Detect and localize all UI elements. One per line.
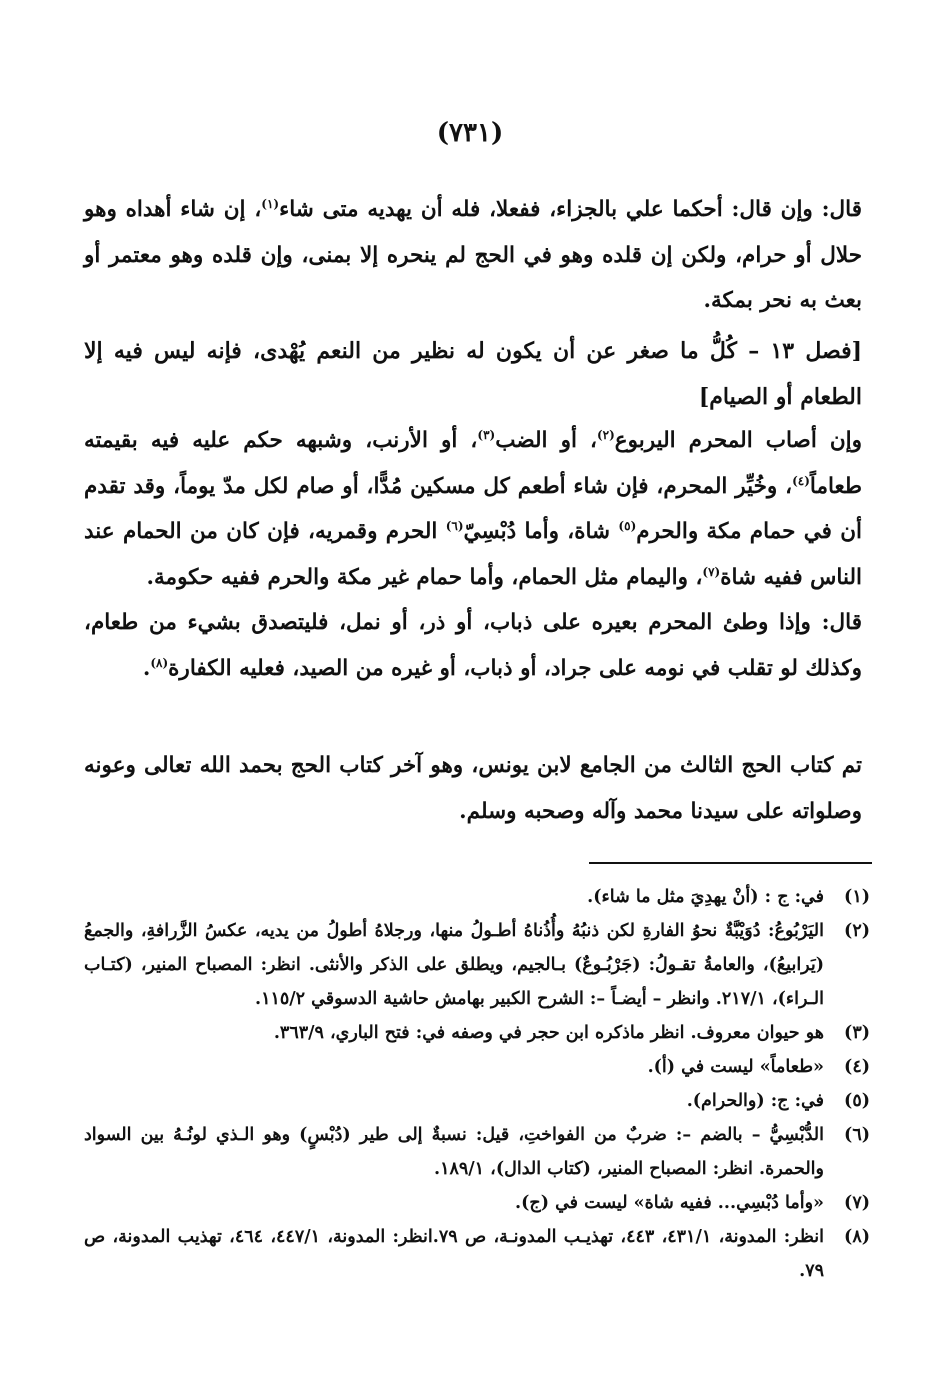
paragraph-text: ، وخُيِّر المحرم، فإن شاء أطعم كل مسكين مُدًّا، أو صام لكل مدّ يوماً، وقد تقدم أن في حمام مكة والحرم <box>84 473 863 544</box>
closing-paragraph <box>84 743 862 834</box>
footnote-separator <box>589 862 872 864</box>
paragraph-text: شاة، وأما دُبْسِيّ <box>463 519 619 544</box>
paragraph-text: ، واليمام مثل الحمام، وأما حمام غير مكة والحرم ففيه حكومة. <box>146 564 703 590</box>
footnote-number: (٥) <box>844 1091 870 1111</box>
footnote-ref[interactable]: (٢) <box>596 427 615 442</box>
footnote-text: «طعاماً» ليست في (أ). <box>647 1057 824 1077</box>
paragraph-text: . <box>142 655 151 681</box>
footnote-ref[interactable]: (٧) <box>702 564 721 579</box>
footnote-item <box>84 1186 870 1220</box>
footnote-text: انظر: المدونة، ٤٣١/١، ٤٤٣، تهذيـب المدونـة، ص ٧٩.انظر: المدونة، ٤٤٧/١، ٤٦٤، تهذيب المدونة، ص ٧٩. <box>84 1227 824 1281</box>
paragraph-2 <box>84 418 862 600</box>
paragraph-3 <box>84 600 862 691</box>
closing-text: تم كتاب الحج الثالث من الجامع لابن يونس، وهو آخر كتاب الحج بحمد الله تعالى وعونه وصلواته على سيدنا محمد وآله وصحبه وسلم. <box>84 753 862 824</box>
footnote-ref[interactable]: (١) <box>261 196 280 211</box>
section-heading <box>84 328 862 420</box>
footnote-item <box>84 1118 870 1186</box>
paragraph-text: ، أو الضب <box>495 428 597 453</box>
footnote-number: (٤) <box>844 1057 870 1077</box>
footnote-item <box>84 1050 870 1084</box>
footnote-item <box>84 880 870 914</box>
footnote-item <box>84 1084 870 1118</box>
footnote-text: هو حيوان معروف. انظر ماذكره ابن حجر في وصفه في: فتح الباري، ٣٦٣/٩. <box>273 1023 824 1043</box>
footnote-item <box>84 1220 870 1288</box>
section-heading-text: [فصل ١٣ – كُلُّ ما صغر عن أن يكون له نظير من النعم يُهْدى، فإنه ليس فيه إلا الطعام أو الصيام] <box>84 338 862 410</box>
footnote-ref[interactable]: (٤) <box>792 473 810 488</box>
paragraph-text: قال: وإن قال: أحكما علي بالجزاء، ففعلا، فله أن يهديه متى شاء <box>279 197 863 222</box>
footnotes <box>84 880 870 1288</box>
footnote-text: اليَرْبُوعُ: دُوَيْبَّةٌ نحوُ الفارةِ لكن ذنبُهُ وأُذُناهُ أطـولُ منها، ورجلاهُ أطولُ من يديه، عكسُ الزَّرافةِ، والجمعُ (يَرابيعُ)، والعامةُ تقـولُ: (جَرْبُـوعٌ) بـالجيم، ويطلق على الذكر والأنثى. انظر: المصباح المنير، (كتـاب الـراء)، ٢١٧/١. وانظر – أيضـاً –: الشرح الكبير بهامش حاشية الدسوقي ١١٥/٢. <box>84 921 824 1009</box>
footnote-ref[interactable]: (٦) <box>445 518 464 533</box>
footnote-text: «وأما دُبْسِي... ففيه شاة» ليست في (ج). <box>515 1193 824 1213</box>
footnote-ref[interactable]: (٥) <box>618 518 637 533</box>
paragraph-text: ، إن شاء أهداه وهو حلال أو حرام، ولكن إن قلده وهو في الحج لم ينحره إلا بمنى، وإن قلده وهو معتمر أو بعث به نحر بمكة. <box>84 197 862 313</box>
footnote-number: (١) <box>844 887 870 907</box>
paragraph-1 <box>84 187 862 324</box>
footnote-number: (٦) <box>844 1125 870 1145</box>
footnote-item <box>84 1016 870 1050</box>
paragraph-text: وإن أصاب المحرم اليربوع <box>614 428 863 453</box>
footnote-number: (٨) <box>844 1227 870 1247</box>
footnote-number: (٧) <box>844 1193 870 1213</box>
footnote-text: الدُّبْسِيُّ – بالضم –: ضربٌ من الفواختِ، قيل: نسبةٌ إلى طير (دُبْسٍ) وهو الـذي لونُـهُ بين السواد والحمرة. انظر: المصباح المنير، (كتاب الدال)، ١٨٩/١. <box>84 1125 824 1179</box>
footnote-text: في: ج: (والحرام). <box>686 1091 824 1111</box>
footnote-number: (٣) <box>844 1023 870 1043</box>
paragraph-text: قال: وإذا وطئ المحرم بعيره على ذباب، أو ذر، أو نمل، فليتصدق بشيء من طعام، وكذلك لو تقلب في نومه على جراد، أو ذباب، أو غيره من الصيد، فعليه الكفارة <box>84 610 862 681</box>
footnote-ref[interactable]: (٣) <box>477 427 496 442</box>
footnote-text: في: ج : (أنْ يهدِيَ مثل ما شاء). <box>587 887 824 907</box>
page-number: (٧٣١) <box>436 118 504 148</box>
paragraph-text: الحرم وقمريه، فإن كان من الحمام عند الناس ففيه شاة <box>84 519 862 590</box>
footnote-ref[interactable]: (٨) <box>150 655 169 670</box>
footnote-number: (٢) <box>844 921 870 941</box>
paragraph-text: ، أو الأرنب، وشبهه حكم عليه فيه بقيمته طعاماً <box>84 428 862 499</box>
footnote-item <box>84 914 870 1016</box>
